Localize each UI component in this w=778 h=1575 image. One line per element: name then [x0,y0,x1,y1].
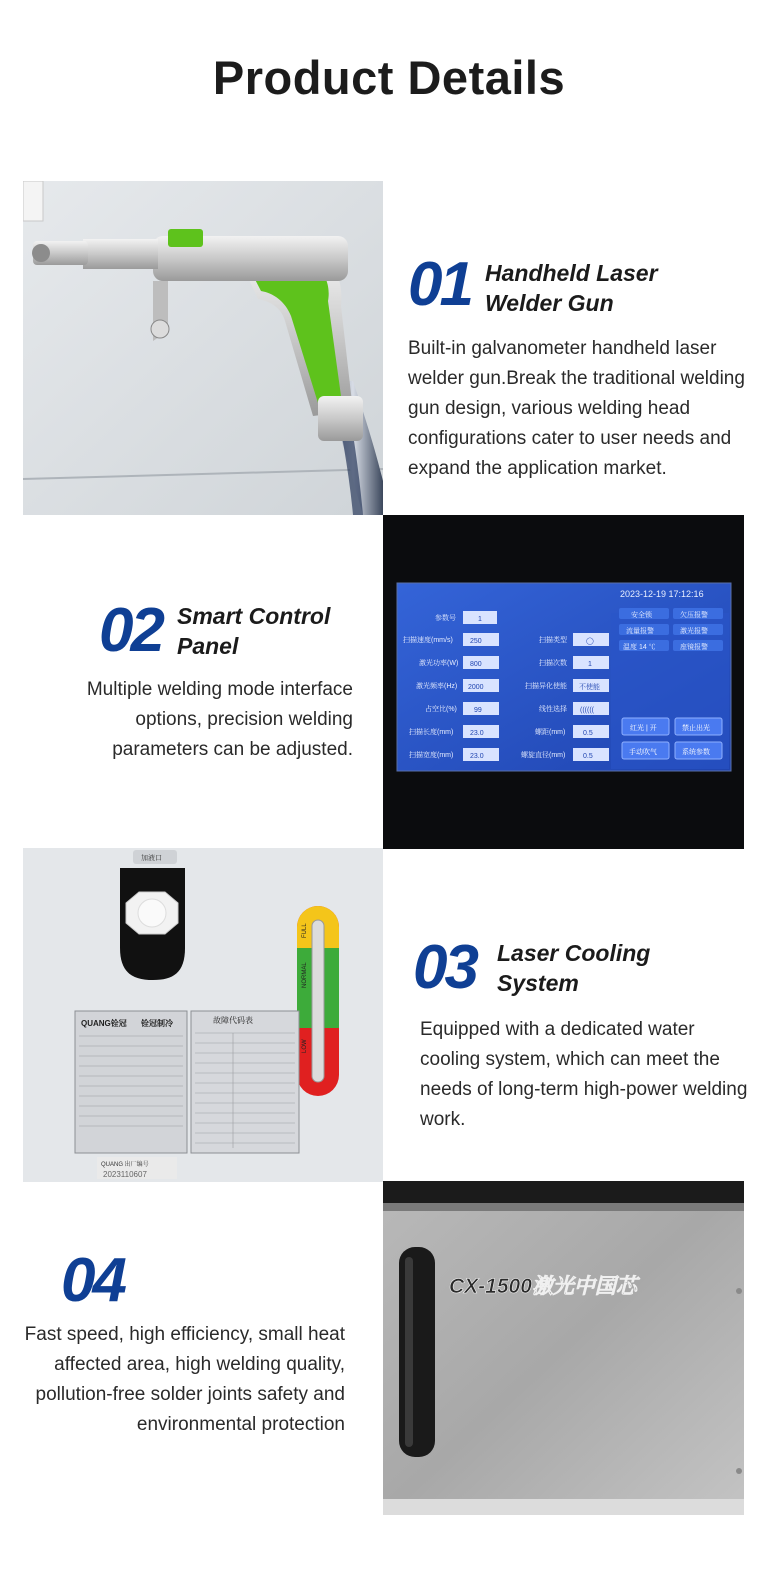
heading-line: Handheld Laser [485,260,658,286]
row-label: 扫描次数 [539,660,567,667]
status-label: 温度 14 ℃ [623,644,656,651]
cooling-system-photo [23,848,383,1182]
control-panel-photo [383,515,744,849]
section-number: 02 [99,596,162,665]
row-label: 激光频率(Hz) [416,683,458,690]
section-heading [177,601,330,661]
cooling-system-image [23,848,383,1182]
screen-datetime: 2023-12-19 17:12:16 [620,589,704,599]
status-label: 激光报警 [680,628,708,635]
row-label: 激光功率(W) [419,660,459,667]
machine-badge: CX-1500激光中国芯 [449,1275,637,1298]
row-label: 扫描异化使能 [525,683,567,690]
section-number: 01 [408,250,471,319]
row-label: 螺距(mm) [535,729,566,736]
section-description: Equipped with a dedicated water cooling system, which can meet the needs of long-term high-power welding work. [420,1019,748,1130]
row-value: 250 [470,638,482,645]
heading-line: System [497,970,579,996]
machine-panel-image [383,1181,744,1515]
machine-panel-photo [383,1181,744,1515]
section-description: Fast speed, high efficiency, small heat affected area, high welding quality, pollution-free solder joints safety and environmental protection [24,1324,345,1435]
row-value: 99 [474,707,482,714]
row-label: 线性选择 [539,706,567,713]
section-description: Multiple welding mode interface options, precision welding parameters can be adjusted. [86,679,353,760]
row-label: 扫描宽度(mm) [409,752,454,759]
section-number: 03 [413,933,476,1002]
status-label: 安全锁 [631,612,652,619]
param-value: 1 [478,616,482,623]
gauge-mark: FULL [302,923,308,938]
row-value: 不使能 [579,684,600,691]
row-value: 800 [470,661,482,668]
row-value: 23.0 [470,730,484,737]
row-value: 1 [588,661,592,668]
row-label: 螺旋直径(mm) [521,752,566,759]
screen-button: 禁止出光 [682,725,710,732]
status-label: 欠压报警 [680,612,708,619]
heading-line: Panel [177,633,239,659]
heading-line: Welder Gun [485,290,614,316]
heading-line: Smart Control [177,603,331,629]
section-heading [485,258,658,318]
status-label: 流量报警 [626,628,654,635]
section-heading [497,938,650,998]
row-value: 23.0 [470,753,484,760]
control-panel-image [383,515,744,849]
serial-label: QUANG 出厂编号 [101,1162,149,1168]
serial-number: 2023110607 [103,1170,147,1179]
row-label: 占空比(%) [425,706,457,713]
row-label: 扫描速度(mm/s) [403,637,453,644]
row-value: 0.5 [583,753,593,760]
screen-button: 红光 | 开 [630,725,657,732]
gauge-mark: LOW [302,1039,308,1053]
row-value: ◯ [586,638,594,645]
param-label: 参数号 [435,615,456,622]
screen-button: 系统参数 [682,749,710,756]
nameplate-title: 铨冠制冷 [141,1019,173,1028]
section-number: 04 [61,1246,124,1315]
row-label: 扫描类型 [539,637,567,644]
fault-title: 故障代码表 [213,1016,253,1025]
page-title: Product Details [212,51,566,104]
row-label: 扫描长度(mm) [409,729,454,736]
cap-label: 加液口 [141,855,162,862]
welder-gun-photo [23,181,383,515]
welder-gun-image [23,181,383,515]
gauge-mark: NORMAL [302,962,308,988]
heading-line: Laser Cooling [497,940,651,966]
row-value: 2000 [468,684,484,691]
row-value: (((((( [580,707,594,714]
nameplate-brand: QUANG铨冠 [81,1019,127,1028]
status-label: 座镜报警 [680,644,708,651]
section-description: Built-in galvanometer handheld laser welder gun.Break the traditional welding gun design, various welding head configurations cater to user needs and expand the application market. [408,338,745,479]
row-value: 0.5 [583,730,593,737]
screen-button: 手动吹气 [629,749,657,756]
